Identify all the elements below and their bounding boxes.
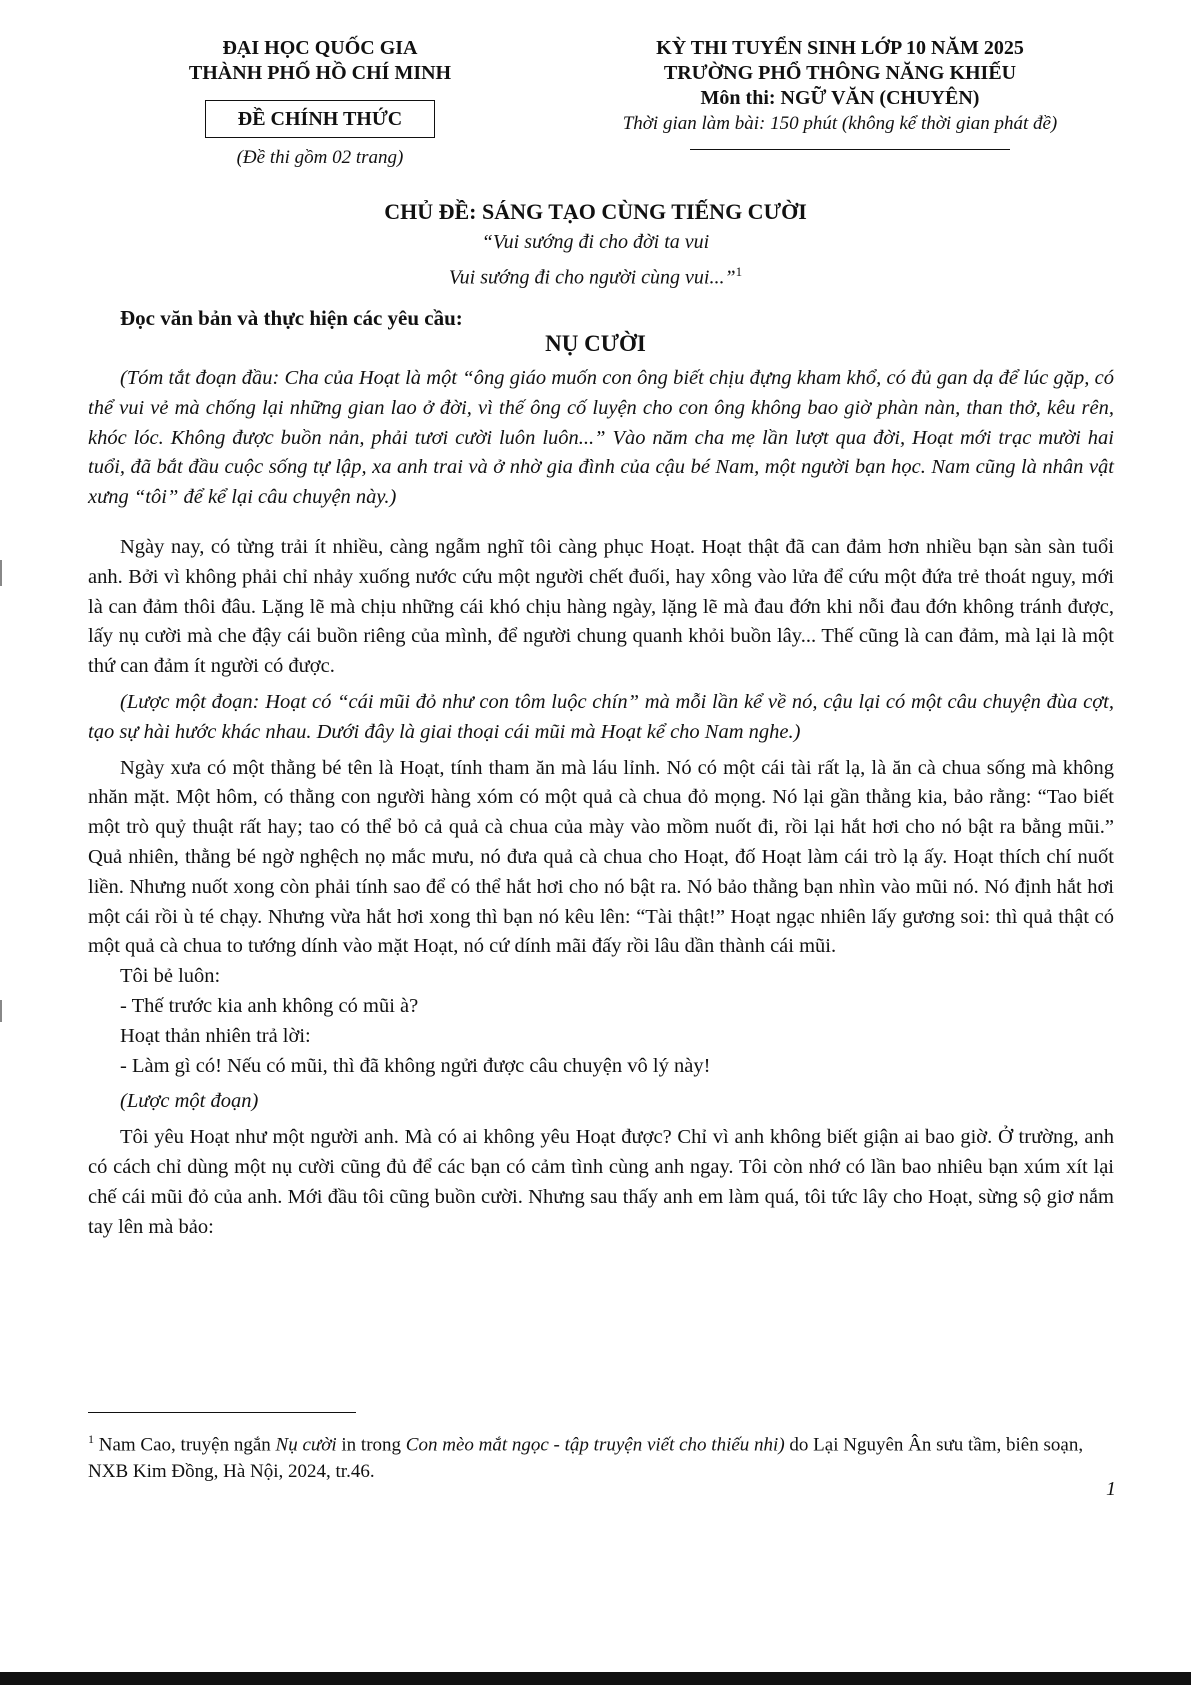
city-name: THÀNH PHỐ HỒ CHÍ MINH — [188, 62, 452, 84]
footnote-text-c: do Lại Nguyên Ân sưu tầm, biên soạn, NXB Kim Đồng, Hà Nội, 2024, tr.46. — [88, 1434, 1084, 1483]
paragraph-1: Ngày nay, có từng trải ít nhiều, càng ngẫm nghĩ tôi càng phục Hoạt. Hoạt thật đã can đảm hơn nhiều bạn sàn sàn tuổi anh. Bởi vì không phải chỉ nhảy xuống nước cứu một người chết đuối, hay xông vào lửa để cứu một đứa trẻ thoát nguy, mới là can đảm thôi đâu. Lặng lẽ mà chịu những cái khó chịu hàng ngày, lặng lẽ mà đau đớn khi nỗi đau đớn không tránh được, lấy nụ cười mà che đậy cái buồn riêng của mình, để người chung quanh khỏi buồn lây... Thế cũng là can đảm, mà lại là một thứ can đảm ít người có được. — [88, 535, 1114, 678]
dialogue-line-1: Tôi bẻ luôn: — [120, 965, 221, 988]
epigraph-line-1: “Vui sướng đi cho đời ta vui — [481, 231, 710, 253]
footnote — [88, 1426, 1114, 1485]
footnote-divider — [88, 1412, 356, 1413]
dialogue-line-4: - Làm gì có! Nếu có mũi, thì đã không ngửi được câu chuyện vô lý này! — [120, 1054, 711, 1077]
header-divider — [690, 149, 1010, 150]
official-exam-badge: ĐỀ CHÍNH THỨC — [205, 100, 435, 138]
dialogue-line-2: - Thế trước kia anh không có mũi à? — [120, 994, 419, 1017]
footnote-text-b: in trong — [336, 1434, 406, 1456]
instruction: Đọc văn bản và thực hiện các yêu cầu: — [120, 306, 463, 330]
scan-artifact — [0, 560, 2, 586]
header-right — [560, 36, 1120, 136]
scan-artifact — [0, 1000, 2, 1022]
time-note: Thời gian làm bài: 150 phút (không kể thời gian phát đề) — [622, 113, 1058, 134]
summary-paragraph: (Tóm tắt đoạn đầu: Cha của Hoạt là một “ông giáo muốn con ông biết chịu đựng kham khổ, có đủ gan dạ để lúc gặp, có thể vui vẻ mà chống lại những gian lao ở đời, vì thế ông cố luyện cho con ông không bao giờ phàn nàn, than thở, kêu rên, khóc lóc. Không được buồn nản, phải tươi cười luôn luôn...” Vào năm cha mẹ lần lượt qua đời, Hoạt mới trạc mười hai tuổi, đã bắt đầu cuộc sống tự lập, xa anh trai và ở nhờ gia đình của cậu bé Nam, một người bạn học. Nam cũng là nhân vật xưng “tôi” để kể lại câu chuyện này.) — [88, 367, 1114, 509]
page-number: 1 — [1106, 1478, 1116, 1500]
footnote-book-title: Con mèo mắt ngọc - tập truyện viết cho thiếu nhi) — [405, 1434, 785, 1456]
subject-line: Môn thi: NGỮ VĂN (CHUYÊN) — [700, 87, 980, 109]
epigraph-line-2-text: Vui sướng đi cho người cùng vui...” — [448, 266, 736, 289]
footnote-story-title: Nụ cười — [275, 1434, 337, 1456]
dialogue-line-3: Hoạt thản nhiên trả lời: — [120, 1024, 311, 1047]
story-title: NỤ CƯỜI — [545, 331, 646, 356]
topic-heading: CHỦ ĐỀ: SÁNG TẠO CÙNG TIẾNG CƯỜI — [384, 199, 807, 224]
footnote-text-a: Nam Cao, truyện ngắn — [94, 1434, 276, 1456]
paragraph-2: Ngày xưa có một thằng bé tên là Hoạt, tính tham ăn mà láu lỉnh. Nó có một cái tài rất lạ, là ăn cà chua sống mà không nhăn mặt. Một hôm, có thằng con người hàng xóm có một quả cà chua đỏ mọng. Nó lại gần thằng kia, bảo rằng: “Tao biết một trò quỷ thuật rất hay; tao có thể bỏ cả quả cà chua của mày vào mồm nuốt đi, rồi lại hắt hơi cho nó bật ra bằng mũi.” Quả nhiên, thằng bé ngờ nghệch nọ mắc mưu, nó đưa quả cà chua cho Hoạt, đố Hoạt làm cái trò lạ ấy. Hoạt thích chí nuốt liền. Nhưng nuốt xong còn phải tính sao để có thể hắt hơi cho nó bật ra. Nó bảo thằng bạn nhìn vào mũi nó. Nó định hắt hơi một cái rồi ù té chạy. Nhưng vừa hắt hơi xong thì bạn nó kêu lên: “Tài thật!” Hoạt ngạc nhiên lấy gương soi: thì quả thật có một quả cà chua to tướng dính vào mặt Hoạt, nó cứ dính mãi đấy rồi lâu dần thành cái mũi. — [88, 756, 1114, 958]
footnote-number: 1 — [88, 1432, 94, 1446]
story-text — [88, 364, 1114, 1242]
omission-note-2: (Lược một đoạn) — [120, 1090, 259, 1113]
header-left — [150, 36, 490, 170]
omission-note-1: (Lược một đoạn: Hoạt có “cái mũi đỏ như con tôm luộc chín” mà mỗi lần kể về nó, cậu lại có một câu chuyện đùa cợt, tạo sự hài hước khác nhau. Dưới đây là giai thoại cái mũi mà Hoạt kể cho Nam nghe.) — [88, 690, 1114, 743]
scan-border — [0, 1672, 1191, 1685]
university-name: ĐẠI HỌC QUỐC GIA — [222, 37, 418, 59]
exam-title: KỲ THI TUYỂN SINH LỚP 10 NĂM 2025 — [656, 37, 1024, 59]
pages-note: (Đề thi gồm 02 trang) — [236, 147, 404, 168]
epigraph-line-2 — [0, 257, 1191, 293]
paragraph-3: Tôi yêu Hoạt như một người anh. Mà có ai không yêu Hoạt được? Chỉ vì anh không biết giận ai bao giờ. Ở trường, anh có cách chỉ dùng một nụ cười cũng đủ để các bạn có cảm tình cùng anh ngay. Tôi còn nhớ có lần bao nhiêu bạn xúm xít lại chế cái mũi đỏ của anh. Mới đầu tôi cũng buồn cười. Nhưng sau thấy anh em làm quá, tôi tức lây cho Hoạt, sừng sộ giơ nắm tay lên mà bảo: — [88, 1126, 1114, 1238]
school-name: TRƯỜNG PHỔ THÔNG NĂNG KHIẾU — [663, 62, 1017, 84]
epigraph — [0, 228, 1191, 293]
footnote-ref: 1 — [735, 264, 743, 279]
